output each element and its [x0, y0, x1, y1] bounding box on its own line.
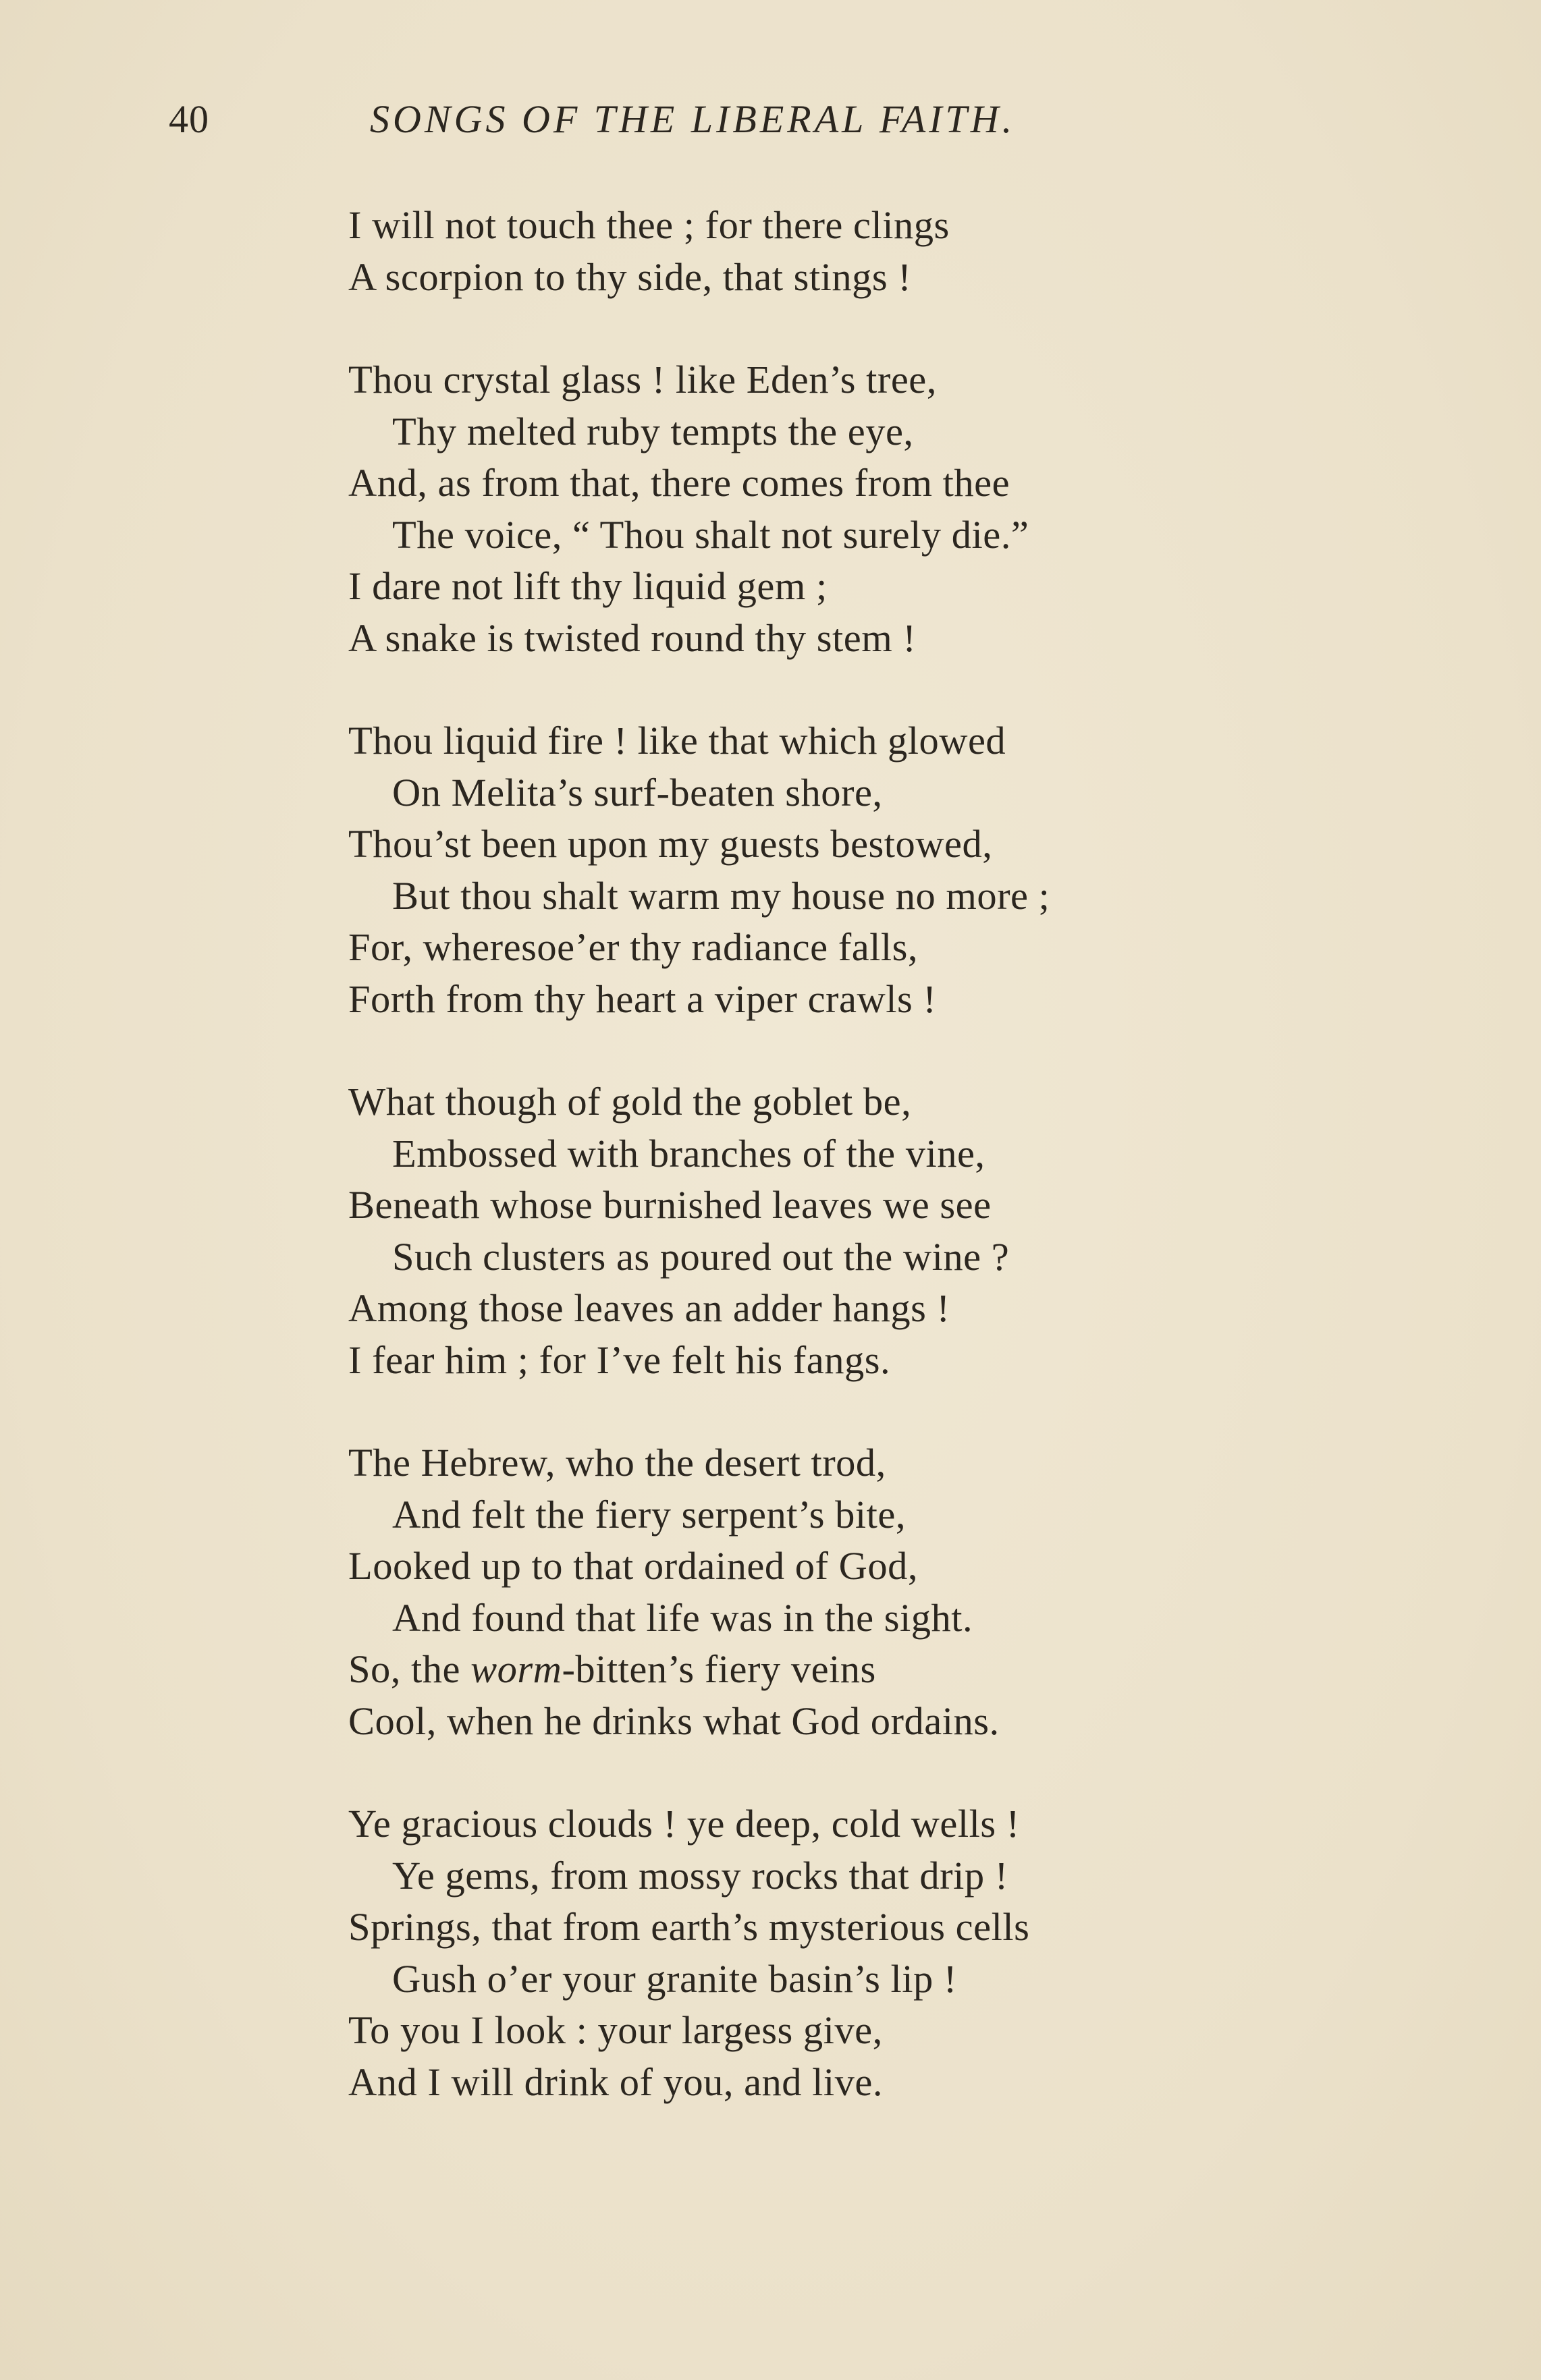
stanza-2: [348, 354, 1361, 664]
poem-line: To you I look : your largess give,: [348, 2008, 883, 2052]
poem-line: Thou crystal glass ! like Eden’s tree,: [348, 358, 937, 402]
poem-line: A snake is twisted round thy stem !: [348, 615, 917, 660]
poem-line: Such clusters as poured out the wine ?: [392, 1234, 1010, 1279]
poem-line: Springs, that from earth’s mysterious cells: [348, 1905, 1030, 1949]
poem-line: And felt the fiery serpent’s bite,: [392, 1492, 907, 1537]
poem-line: Gush o’er your granite basin’s lip !: [392, 1956, 957, 2001]
poem-line: I fear him ; for I’ve felt his fangs.: [348, 1337, 891, 1382]
poem-line: And found that life was in the sight.: [392, 1595, 973, 1640]
stanza-5: [348, 1437, 1361, 1747]
poem-line: Beneath whose burnished leaves we see: [348, 1183, 992, 1227]
stanza-4: [348, 1076, 1361, 1386]
poem-line: Ye gems, from mossy rocks that drip !: [392, 1853, 1008, 1898]
poem-line-mixed: [348, 1644, 1361, 1696]
poem-line: Looked up to that ordained of God,: [348, 1544, 918, 1588]
poem-line: Thou’st been upon my guests bestowed,: [348, 822, 993, 866]
poem-line: Ye gracious clouds ! ye deep, cold wells !: [348, 1802, 1020, 1846]
page-number: 40: [169, 97, 209, 141]
line-text-after: -bitten’s fiery veins: [562, 1647, 876, 1691]
poem-line: Thou liquid fire ! like that which glowed: [348, 719, 1006, 763]
poem-line: Embossed with branches of the vine,: [392, 1131, 985, 1175]
line-text-before: So, the: [348, 1647, 471, 1691]
poem-line: On Melita’s surf-beaten shore,: [392, 770, 883, 814]
italic-word: worm: [470, 1647, 562, 1691]
running-title: SONGS OF THE LIBERAL FAITH.: [370, 97, 1016, 141]
stanza-1: [348, 200, 1361, 303]
poem-line: And, as from that, there comes from thee: [348, 461, 1010, 505]
poem-line: For, wheresoe’er thy radiance falls,: [348, 925, 919, 969]
poem-line: I will not touch thee ; for there clings: [348, 203, 950, 247]
poem-line: But thou shalt warm my house no more ;: [392, 873, 1050, 918]
poem-line: I dare not lift thy liquid gem ;: [348, 564, 828, 608]
poem-line: The Hebrew, who the desert trod,: [348, 1441, 886, 1485]
poem: [348, 200, 1361, 2159]
poem-line: The voice, “ Thou shalt not surely die.”: [392, 512, 1029, 557]
stanza-3: [348, 715, 1361, 1025]
poem-line: Thy melted ruby tempts the eye,: [392, 409, 914, 453]
poem-line: And I will drink of you, and live.: [348, 2059, 884, 2104]
stanza-6: [348, 1798, 1361, 2108]
poem-line: Forth from thy heart a viper crawls !: [348, 976, 937, 1021]
poem-line: A scorpion to thy side, that stings !: [348, 254, 912, 299]
poem-line: Cool, when he drinks what God ordains.: [348, 1698, 1000, 1743]
poem-line: What though of gold the goblet be,: [348, 1080, 912, 1124]
poem-line: Among those leaves an adder hangs !: [348, 1286, 950, 1330]
